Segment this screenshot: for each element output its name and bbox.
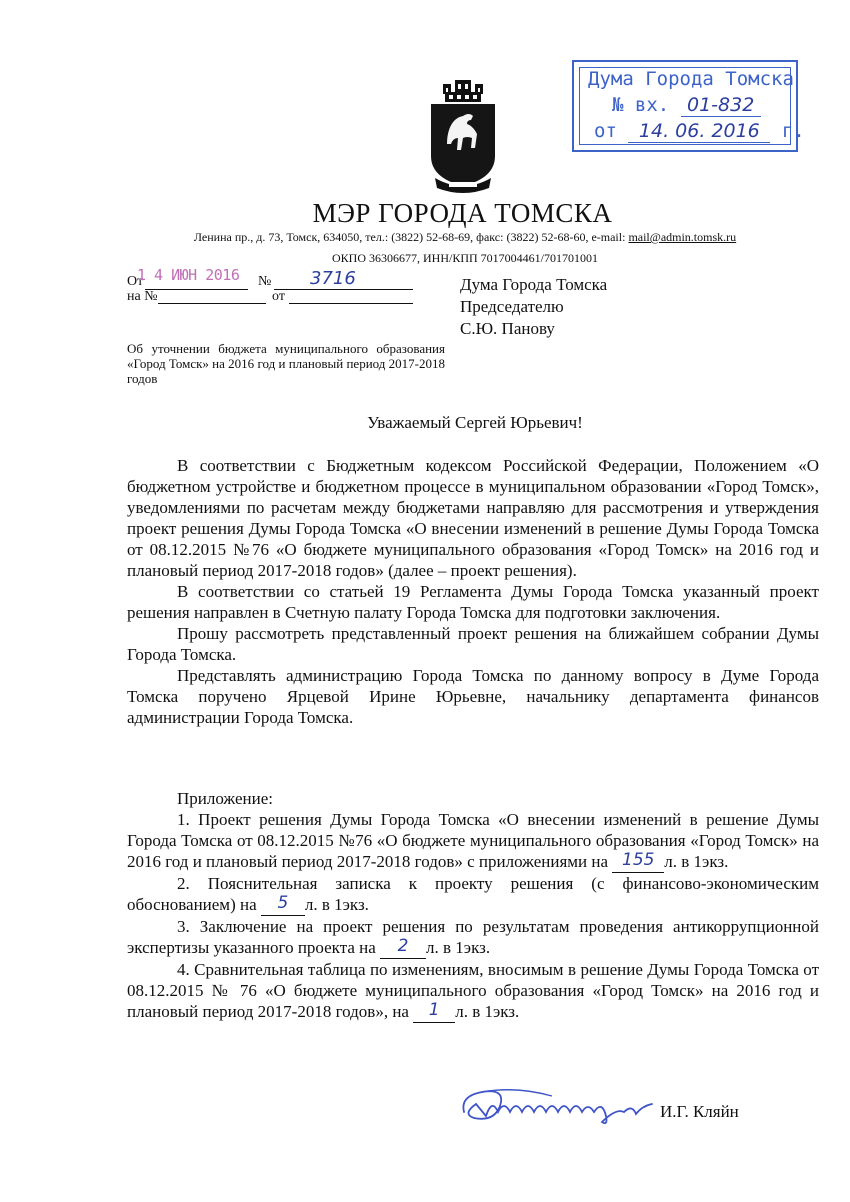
letter-body — [127, 455, 819, 728]
body-paragraph: Представлять администрацию Города Томска по данному вопросу в Думе Города Томска поручено Ярцевой Ирине Юрьевне, начальнику департамента финансов администрации Города Томска. — [127, 666, 819, 727]
attachment-pages-value: 2 — [397, 936, 409, 956]
attachment-pages-blank — [612, 851, 664, 873]
attachment-item — [127, 959, 819, 1023]
attachment-pages-blank — [261, 894, 305, 916]
attachment-text: 2. Пояснительная записка к проекту решения (с финансово-экономическим обоснованием) на — [127, 874, 819, 914]
outgoing-number-label: № — [258, 274, 272, 289]
attachment-pages-value: 5 — [277, 893, 289, 913]
stamp-number-label: № вх. — [612, 94, 670, 116]
letter-subject: Об уточнении бюджета муниципального образования «Город Томск» на 2016 год и плановый период 2017-2018 годов — [127, 341, 445, 386]
reference-date-label: от — [272, 289, 285, 304]
reference-number-label: на № — [127, 289, 158, 304]
stamp-organisation: Дума Города Томска — [588, 68, 794, 90]
attachments-block — [127, 788, 819, 1023]
attachment-suffix: л. в 1экз. — [304, 895, 369, 914]
outgoing-date-stamp: 1 4 ИЮН 2016 — [137, 266, 240, 284]
attachment-suffix: л. в 1экз. — [455, 1002, 520, 1021]
salutation: Уважаемый Сергей Юрьевич! — [367, 413, 583, 432]
addressee-name: С.Ю. Панову — [460, 319, 555, 338]
outgoing-date-line — [145, 289, 248, 290]
tomsk-coat-of-arms-emblem — [427, 78, 499, 196]
attachment-item — [127, 809, 819, 873]
attachment-pages-value: 155 — [622, 850, 655, 870]
stamp-date-label: от — [594, 120, 617, 142]
addressee-organisation: Дума Города Томска — [460, 275, 608, 294]
attachment-suffix: л. в 1экз. — [664, 852, 729, 871]
stamp-date-value: 14. 06. 2016 — [628, 120, 770, 143]
attachment-text: 4. Сравнительная таблица по изменениям, вносимым в решение Думы Города Томска от 08.12.2015 № 76 «О бюджете муниципального образования «Город Томск» на 2016 год и плановый период 2017-2018 годов», на — [127, 960, 819, 1021]
outgoing-number-value: 3716 — [310, 268, 356, 289]
incoming-registration-stamp — [572, 60, 805, 152]
addressee-position: Председателю — [460, 297, 564, 316]
attachment-item — [127, 916, 819, 959]
body-paragraph: В соответствии со статьей 19 Регламента Думы Города Томска указанный проект решения направлен в Счетную палату Города Томска для подготовки заключения. — [127, 582, 819, 622]
signer-name: И.Г. Кляйн — [660, 1102, 739, 1121]
attachment-text: 3. Заключение на проект решения по результатам проведения антикоррупционной экспертизы указанного проекта на — [127, 917, 819, 957]
email-link[interactable]: mail@admin.tomsk.ru — [628, 230, 737, 244]
reference-date-line — [289, 303, 413, 304]
outgoing-number-line — [274, 289, 413, 290]
letterhead-title: МЭР ГОРОДА ТОМСКА — [312, 198, 613, 228]
stamp-number-value: 01-832 — [681, 94, 761, 117]
letterhead-address — [0, 230, 850, 245]
reference-number-line — [158, 303, 266, 304]
stamp-year-suffix: г. — [781, 120, 805, 142]
attachment-suffix: л. в 1экз. — [426, 938, 491, 957]
attachments-heading: Приложение: — [177, 789, 273, 808]
attachment-item — [127, 873, 819, 916]
attachment-pages-blank — [380, 937, 426, 959]
address-text: Ленина пр., д. 73, Томск, 634050, тел.: (3822) 52-68-69, факс: (3822) 52-68-60, e-mail: — [193, 230, 629, 244]
from-label: От — [127, 274, 144, 289]
handwritten-signature — [456, 1082, 671, 1130]
body-paragraph: В соответствии с Бюджетным кодексом Российской Федерации, Положением «О бюджетном устройстве и бюджетном процессе в муниципальном образовании «Город Томск», уведомлениями по расчетам между бюджетами направляю для рассмотрения и утверждения проект решения Думы Города Томска «О внесении изменений в решение Думы Города Томска от 08.12.2015 №76 «О бюджете муниципального образования «Город Томск» на 2016 год и плановый период 2017-2018 годов» (далее – проект решения). — [127, 456, 819, 580]
attachment-pages-value: 1 — [428, 1000, 440, 1020]
letterhead-okpo: ОКПО 36306677, ИНН/КПП 7017004461/701701001 — [331, 251, 598, 265]
attachment-pages-blank — [413, 1001, 455, 1023]
body-paragraph: Прошу рассмотреть представленный проект решения на ближайшем собрании Думы Города Томска. — [127, 624, 819, 664]
attachment-text: 1. Проект решения Думы Города Томска «О внесении изменений в решение Думы Города Томска от 08.12.2015 №76 «О бюджете муниципального образования «Город Томск» на 2016 год и плановый период 2017-2018 годов» с приложениями на — [127, 810, 819, 871]
